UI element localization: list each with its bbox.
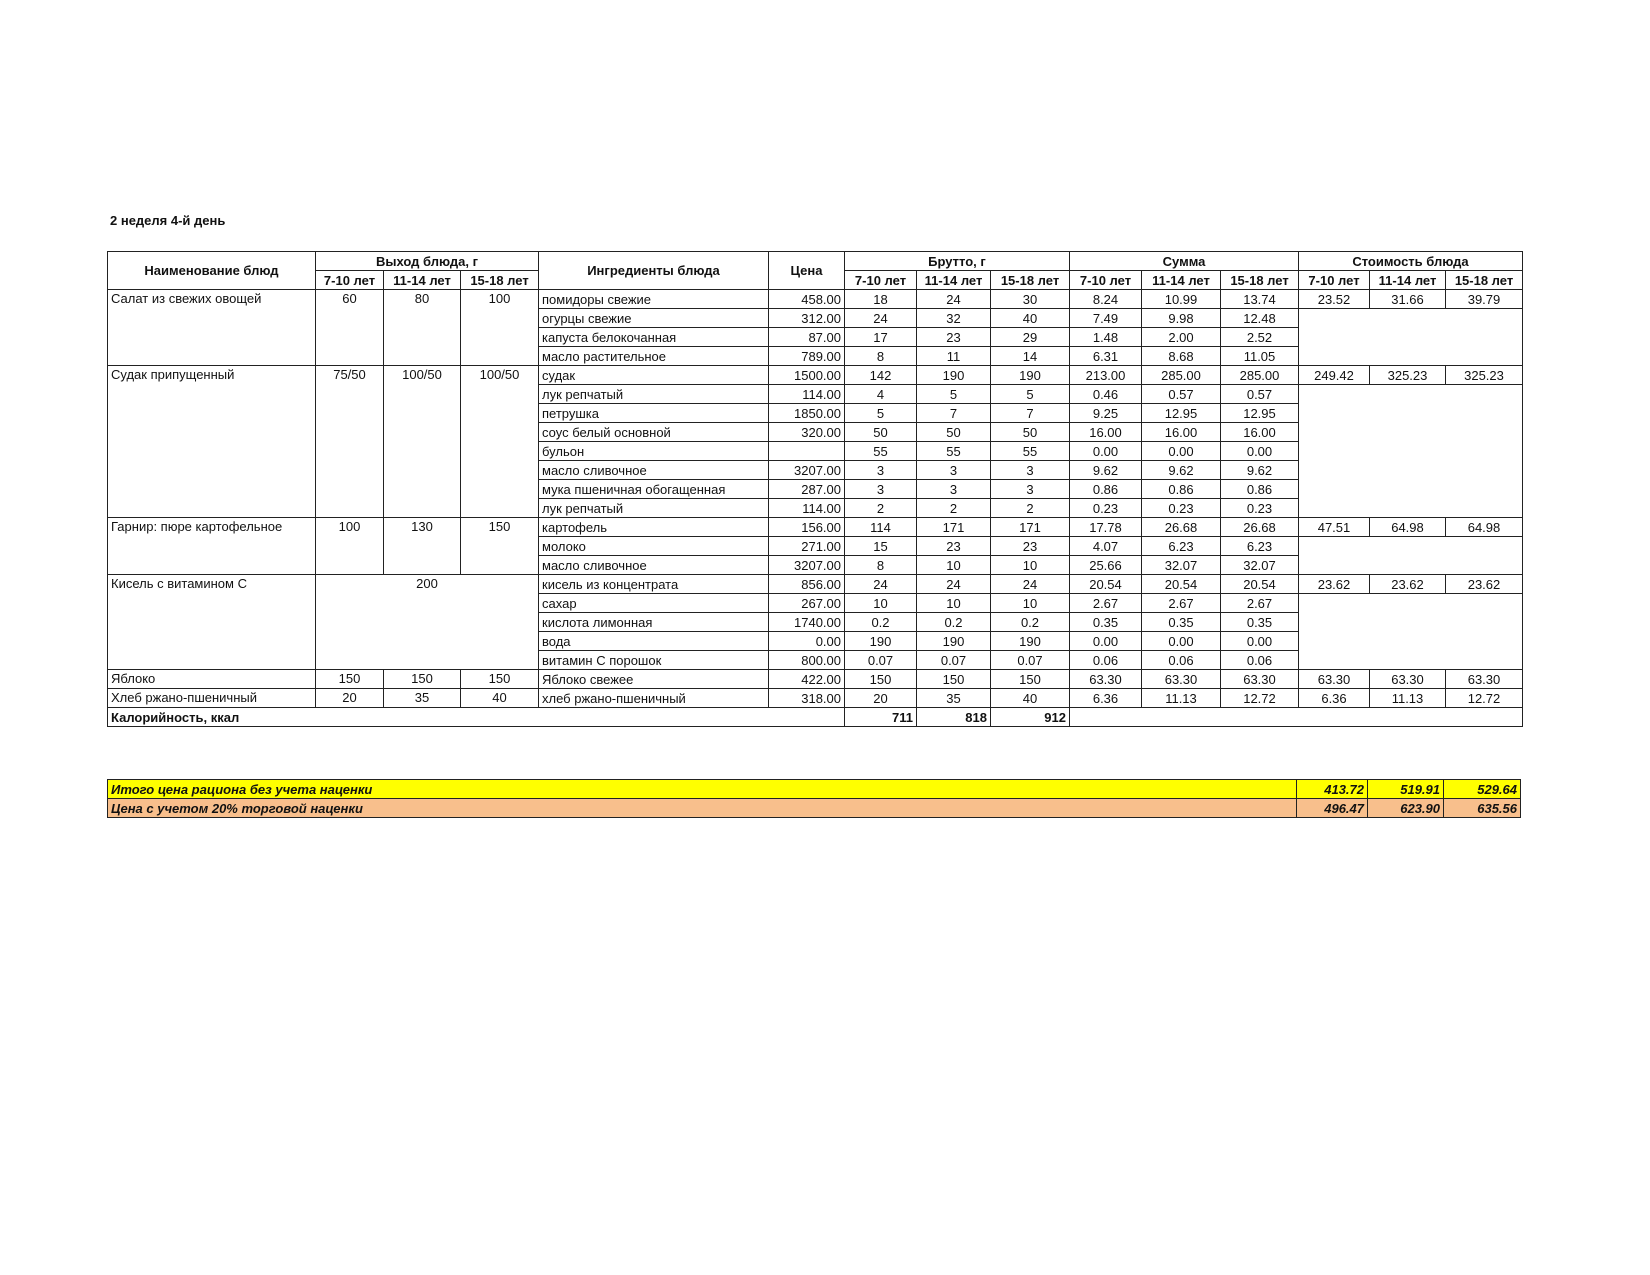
gross-weight: 190 bbox=[917, 632, 991, 651]
gross-weight: 11 bbox=[917, 347, 991, 366]
ingredient-price: 458.00 bbox=[769, 290, 845, 309]
ingredient-price: 318.00 bbox=[769, 689, 845, 708]
gross-weight: 23 bbox=[991, 537, 1070, 556]
ingredient-sum: 20.54 bbox=[1221, 575, 1299, 594]
ingredient-sum: 0.46 bbox=[1070, 385, 1142, 404]
ingredient-sum: 12.95 bbox=[1221, 404, 1299, 423]
dish-output: 150 bbox=[316, 670, 384, 689]
dish-name: Салат из свежих овощей bbox=[108, 290, 316, 366]
ingredient-sum: 2.52 bbox=[1221, 328, 1299, 347]
dish-name: Кисель с витамином С bbox=[108, 575, 316, 670]
ingredient-sum: 0.35 bbox=[1070, 613, 1142, 632]
ingredient-price: 1500.00 bbox=[769, 366, 845, 385]
ingredient-sum: 0.00 bbox=[1221, 632, 1299, 651]
ingredient-sum: 0.06 bbox=[1221, 651, 1299, 670]
table-row bbox=[108, 518, 1523, 537]
dish-output: 150 bbox=[461, 518, 539, 575]
gross-weight: 171 bbox=[991, 518, 1070, 537]
gross-weight: 23 bbox=[917, 537, 991, 556]
ingredient-sum: 0.86 bbox=[1070, 480, 1142, 499]
ingredient-sum: 20.54 bbox=[1070, 575, 1142, 594]
markup-label: Цена с учетом 20% торговой наценки bbox=[108, 799, 1297, 818]
ingredient-sum: 12.95 bbox=[1142, 404, 1221, 423]
gross-weight: 24 bbox=[917, 290, 991, 309]
gross-weight: 3 bbox=[845, 480, 917, 499]
ingredient-sum: 0.57 bbox=[1142, 385, 1221, 404]
ingredient-sum: 7.49 bbox=[1070, 309, 1142, 328]
dish-cost: 325.23 bbox=[1446, 366, 1523, 385]
dish-output: 60 bbox=[316, 290, 384, 366]
ingredient-name: масло растительное bbox=[539, 347, 769, 366]
ingredient-name: огурцы свежие bbox=[539, 309, 769, 328]
gross-weight: 18 bbox=[845, 290, 917, 309]
dish-cost: 11.13 bbox=[1370, 689, 1446, 708]
header-age: 7-10 лет bbox=[1299, 271, 1370, 290]
gross-weight: 24 bbox=[917, 575, 991, 594]
ingredient-name: кисель из концентрата bbox=[539, 575, 769, 594]
header-output: Выход блюда, г bbox=[316, 252, 539, 271]
dish-output: 35 bbox=[384, 689, 461, 708]
ingredient-sum: 63.30 bbox=[1221, 670, 1299, 689]
dish-name: Судак припущенный bbox=[108, 366, 316, 518]
dish-output: 200 bbox=[316, 575, 539, 670]
ingredient-sum: 0.06 bbox=[1070, 651, 1142, 670]
gross-weight: 190 bbox=[991, 366, 1070, 385]
ingredient-price: 267.00 bbox=[769, 594, 845, 613]
total-value: 413.72 bbox=[1297, 780, 1368, 799]
calories-empty bbox=[1070, 708, 1523, 727]
gross-weight: 10 bbox=[917, 556, 991, 575]
gross-weight: 114 bbox=[845, 518, 917, 537]
gross-weight: 5 bbox=[991, 385, 1070, 404]
gross-weight: 55 bbox=[991, 442, 1070, 461]
ingredient-name: Яблоко свежее bbox=[539, 670, 769, 689]
gross-weight: 150 bbox=[991, 670, 1070, 689]
totals-table bbox=[107, 779, 1521, 818]
ingredient-sum: 8.68 bbox=[1142, 347, 1221, 366]
dish-cost-empty bbox=[1299, 385, 1523, 518]
dish-cost: 12.72 bbox=[1446, 689, 1523, 708]
table-row bbox=[108, 575, 1523, 594]
dish-cost: 63.30 bbox=[1370, 670, 1446, 689]
ingredient-sum: 0.06 bbox=[1142, 651, 1221, 670]
ingredient-sum: 32.07 bbox=[1142, 556, 1221, 575]
dish-cost: 23.62 bbox=[1446, 575, 1523, 594]
dish-cost: 64.98 bbox=[1446, 518, 1523, 537]
gross-weight: 3 bbox=[845, 461, 917, 480]
calories-value: 912 bbox=[991, 708, 1070, 727]
gross-weight: 190 bbox=[917, 366, 991, 385]
gross-weight: 8 bbox=[845, 556, 917, 575]
gross-weight: 190 bbox=[991, 632, 1070, 651]
header-age: 11-14 лет bbox=[917, 271, 991, 290]
gross-weight: 29 bbox=[991, 328, 1070, 347]
ingredient-price: 1740.00 bbox=[769, 613, 845, 632]
gross-weight: 2 bbox=[991, 499, 1070, 518]
ingredient-sum: 9.62 bbox=[1221, 461, 1299, 480]
dish-cost: 47.51 bbox=[1299, 518, 1370, 537]
ingredient-sum: 0.86 bbox=[1142, 480, 1221, 499]
ingredient-name: сахар bbox=[539, 594, 769, 613]
ingredient-sum: 0.35 bbox=[1142, 613, 1221, 632]
ingredient-sum: 9.62 bbox=[1142, 461, 1221, 480]
dish-cost: 63.30 bbox=[1446, 670, 1523, 689]
ingredient-price: 312.00 bbox=[769, 309, 845, 328]
gross-weight: 50 bbox=[845, 423, 917, 442]
ingredient-name: помидоры свежие bbox=[539, 290, 769, 309]
gross-weight: 3 bbox=[917, 480, 991, 499]
gross-weight: 0.2 bbox=[845, 613, 917, 632]
ingredient-sum: 2.67 bbox=[1070, 594, 1142, 613]
calories-value: 711 bbox=[845, 708, 917, 727]
total-label: Итого цена рациона без учета наценки bbox=[108, 780, 1297, 799]
ingredient-sum: 13.74 bbox=[1221, 290, 1299, 309]
gross-weight: 35 bbox=[917, 689, 991, 708]
ingredient-price bbox=[769, 442, 845, 461]
dish-cost-empty bbox=[1299, 309, 1523, 366]
ingredient-sum: 6.36 bbox=[1070, 689, 1142, 708]
gross-weight: 142 bbox=[845, 366, 917, 385]
header-age: 11-14 лет bbox=[1370, 271, 1446, 290]
sheet-title: 2 неделя 4-й день bbox=[110, 213, 226, 228]
ingredient-sum: 0.86 bbox=[1221, 480, 1299, 499]
ingredient-sum: 213.00 bbox=[1070, 366, 1142, 385]
gross-weight: 3 bbox=[991, 461, 1070, 480]
dish-output: 100/50 bbox=[384, 366, 461, 518]
ingredient-sum: 9.25 bbox=[1070, 404, 1142, 423]
header-age: 11-14 лет bbox=[1142, 271, 1221, 290]
dish-cost: 39.79 bbox=[1446, 290, 1523, 309]
calories-row bbox=[108, 708, 1523, 727]
ingredient-sum: 0.00 bbox=[1070, 442, 1142, 461]
ingredient-name: мука пшеничная обогащенная bbox=[539, 480, 769, 499]
dish-name: Гарнир: пюре картофельное bbox=[108, 518, 316, 575]
markup-value: 496.47 bbox=[1297, 799, 1368, 818]
ingredient-sum: 32.07 bbox=[1221, 556, 1299, 575]
gross-weight: 10 bbox=[845, 594, 917, 613]
gross-weight: 10 bbox=[991, 556, 1070, 575]
table-row bbox=[108, 689, 1523, 708]
ingredient-name: судак bbox=[539, 366, 769, 385]
ingredient-sum: 8.24 bbox=[1070, 290, 1142, 309]
gross-weight: 55 bbox=[845, 442, 917, 461]
ingredient-sum: 0.57 bbox=[1221, 385, 1299, 404]
gross-weight: 10 bbox=[991, 594, 1070, 613]
ingredient-name: картофель bbox=[539, 518, 769, 537]
ingredient-sum: 1.48 bbox=[1070, 328, 1142, 347]
header-age: 11-14 лет bbox=[384, 271, 461, 290]
header-ingredients: Ингредиенты блюда bbox=[539, 252, 769, 290]
dish-cost-empty bbox=[1299, 537, 1523, 575]
ingredient-sum: 0.23 bbox=[1142, 499, 1221, 518]
gross-weight: 190 bbox=[845, 632, 917, 651]
gross-weight: 0.2 bbox=[991, 613, 1070, 632]
ingredient-sum: 63.30 bbox=[1070, 670, 1142, 689]
ingredient-price: 114.00 bbox=[769, 499, 845, 518]
gross-weight: 14 bbox=[991, 347, 1070, 366]
ingredient-name: капуста белокочанная bbox=[539, 328, 769, 347]
ingredient-sum: 0.00 bbox=[1221, 442, 1299, 461]
ingredient-sum: 16.00 bbox=[1142, 423, 1221, 442]
ingredient-name: лук репчатый bbox=[539, 385, 769, 404]
ingredient-name: молоко bbox=[539, 537, 769, 556]
menu-table bbox=[107, 251, 1523, 727]
ingredient-name: масло сливочное bbox=[539, 461, 769, 480]
markup-value: 635.56 bbox=[1444, 799, 1521, 818]
gross-weight: 24 bbox=[845, 309, 917, 328]
dish-cost: 31.66 bbox=[1370, 290, 1446, 309]
markup-row bbox=[108, 799, 1521, 818]
table-row bbox=[108, 670, 1523, 689]
ingredient-sum: 2.67 bbox=[1221, 594, 1299, 613]
gross-weight: 17 bbox=[845, 328, 917, 347]
ingredient-sum: 20.54 bbox=[1142, 575, 1221, 594]
ingredient-sum: 2.67 bbox=[1142, 594, 1221, 613]
ingredient-sum: 9.62 bbox=[1070, 461, 1142, 480]
gross-weight: 3 bbox=[917, 461, 991, 480]
ingredient-name: бульон bbox=[539, 442, 769, 461]
dish-cost: 6.36 bbox=[1299, 689, 1370, 708]
ingredient-price: 856.00 bbox=[769, 575, 845, 594]
ingredient-price: 789.00 bbox=[769, 347, 845, 366]
ingredient-sum: 16.00 bbox=[1221, 423, 1299, 442]
ingredient-sum: 17.78 bbox=[1070, 518, 1142, 537]
header-dish-name: Наименование блюд bbox=[108, 252, 316, 290]
gross-weight: 50 bbox=[917, 423, 991, 442]
ingredient-name: петрушка bbox=[539, 404, 769, 423]
ingredient-price: 3207.00 bbox=[769, 556, 845, 575]
table-row bbox=[108, 366, 1523, 385]
dish-output: 130 bbox=[384, 518, 461, 575]
ingredient-sum: 16.00 bbox=[1070, 423, 1142, 442]
gross-weight: 50 bbox=[991, 423, 1070, 442]
ingredient-price: 1850.00 bbox=[769, 404, 845, 423]
ingredient-sum: 2.00 bbox=[1142, 328, 1221, 347]
ingredient-price: 287.00 bbox=[769, 480, 845, 499]
ingredient-sum: 285.00 bbox=[1221, 366, 1299, 385]
ingredient-sum: 0.23 bbox=[1070, 499, 1142, 518]
dish-output: 100 bbox=[461, 290, 539, 366]
ingredient-sum: 0.00 bbox=[1142, 442, 1221, 461]
gross-weight: 7 bbox=[991, 404, 1070, 423]
total-value: 529.64 bbox=[1444, 780, 1521, 799]
gross-weight: 15 bbox=[845, 537, 917, 556]
ingredient-sum: 26.68 bbox=[1142, 518, 1221, 537]
ingredient-sum: 6.23 bbox=[1142, 537, 1221, 556]
header-age: 7-10 лет bbox=[1070, 271, 1142, 290]
ingredient-sum: 6.31 bbox=[1070, 347, 1142, 366]
ingredient-sum: 10.99 bbox=[1142, 290, 1221, 309]
markup-value: 623.90 bbox=[1368, 799, 1444, 818]
ingredient-sum: 11.05 bbox=[1221, 347, 1299, 366]
gross-weight: 0.2 bbox=[917, 613, 991, 632]
header-age: 15-18 лет bbox=[461, 271, 539, 290]
dish-cost: 23.52 bbox=[1299, 290, 1370, 309]
header-age: 15-18 лет bbox=[1446, 271, 1523, 290]
ingredient-sum: 0.35 bbox=[1221, 613, 1299, 632]
gross-weight: 7 bbox=[917, 404, 991, 423]
gross-weight: 40 bbox=[991, 689, 1070, 708]
ingredient-price: 87.00 bbox=[769, 328, 845, 347]
gross-weight: 150 bbox=[917, 670, 991, 689]
ingredient-sum: 9.98 bbox=[1142, 309, 1221, 328]
ingredient-name: соус белый основной bbox=[539, 423, 769, 442]
header-row-1 bbox=[108, 252, 1523, 271]
ingredient-sum: 6.23 bbox=[1221, 537, 1299, 556]
gross-weight: 2 bbox=[845, 499, 917, 518]
header-price: Цена bbox=[769, 252, 845, 290]
gross-weight: 55 bbox=[917, 442, 991, 461]
gross-weight: 171 bbox=[917, 518, 991, 537]
header-sum: Сумма bbox=[1070, 252, 1299, 271]
gross-weight: 0.07 bbox=[917, 651, 991, 670]
gross-weight: 30 bbox=[991, 290, 1070, 309]
ingredient-name: вода bbox=[539, 632, 769, 651]
gross-weight: 5 bbox=[845, 404, 917, 423]
gross-weight: 0.07 bbox=[991, 651, 1070, 670]
header-age: 7-10 лет bbox=[316, 271, 384, 290]
ingredient-price: 0.00 bbox=[769, 632, 845, 651]
menu-body bbox=[108, 290, 1523, 727]
ingredient-sum: 4.07 bbox=[1070, 537, 1142, 556]
dish-cost: 249.42 bbox=[1299, 366, 1370, 385]
dish-cost: 63.30 bbox=[1299, 670, 1370, 689]
ingredient-name: лук репчатый bbox=[539, 499, 769, 518]
ingredient-sum: 0.23 bbox=[1221, 499, 1299, 518]
ingredient-price: 422.00 bbox=[769, 670, 845, 689]
calories-label: Калорийность, ккал bbox=[108, 708, 845, 727]
gross-weight: 5 bbox=[917, 385, 991, 404]
ingredient-sum: 12.48 bbox=[1221, 309, 1299, 328]
gross-weight: 40 bbox=[991, 309, 1070, 328]
dish-output: 100/50 bbox=[461, 366, 539, 518]
header-age: 15-18 лет bbox=[1221, 271, 1299, 290]
gross-weight: 20 bbox=[845, 689, 917, 708]
dish-output: 75/50 bbox=[316, 366, 384, 518]
dish-output: 40 bbox=[461, 689, 539, 708]
ingredient-name: масло сливочное bbox=[539, 556, 769, 575]
dish-output: 150 bbox=[384, 670, 461, 689]
table-row bbox=[108, 290, 1523, 309]
ingredient-price: 320.00 bbox=[769, 423, 845, 442]
dish-output: 100 bbox=[316, 518, 384, 575]
gross-weight: 0.07 bbox=[845, 651, 917, 670]
ingredient-price: 114.00 bbox=[769, 385, 845, 404]
ingredient-sum: 25.66 bbox=[1070, 556, 1142, 575]
ingredient-sum: 0.00 bbox=[1142, 632, 1221, 651]
header-gross: Брутто, г bbox=[845, 252, 1070, 271]
ingredient-sum: 63.30 bbox=[1142, 670, 1221, 689]
dish-name: Яблоко bbox=[108, 670, 316, 689]
dish-output: 20 bbox=[316, 689, 384, 708]
ingredient-sum: 26.68 bbox=[1221, 518, 1299, 537]
header-age: 15-18 лет bbox=[991, 271, 1070, 290]
gross-weight: 24 bbox=[991, 575, 1070, 594]
total-value: 519.91 bbox=[1368, 780, 1444, 799]
ingredient-sum: 0.00 bbox=[1070, 632, 1142, 651]
ingredient-sum: 11.13 bbox=[1142, 689, 1221, 708]
dish-name: Хлеб ржано-пшеничный bbox=[108, 689, 316, 708]
dish-cost: 23.62 bbox=[1370, 575, 1446, 594]
ingredient-name: витамин С порошок bbox=[539, 651, 769, 670]
gross-weight: 4 bbox=[845, 385, 917, 404]
ingredient-sum: 12.72 bbox=[1221, 689, 1299, 708]
dish-cost-empty bbox=[1299, 594, 1523, 670]
gross-weight: 32 bbox=[917, 309, 991, 328]
ingredient-price: 271.00 bbox=[769, 537, 845, 556]
gross-weight: 3 bbox=[991, 480, 1070, 499]
gross-weight: 24 bbox=[845, 575, 917, 594]
ingredient-name: кислота лимонная bbox=[539, 613, 769, 632]
ingredient-sum: 285.00 bbox=[1142, 366, 1221, 385]
gross-weight: 10 bbox=[917, 594, 991, 613]
ingredient-price: 3207.00 bbox=[769, 461, 845, 480]
dish-output: 150 bbox=[461, 670, 539, 689]
gross-weight: 2 bbox=[917, 499, 991, 518]
dish-cost: 23.62 bbox=[1299, 575, 1370, 594]
dish-cost: 325.23 bbox=[1370, 366, 1446, 385]
header-cost: Стоимость блюда bbox=[1299, 252, 1523, 271]
header-age: 7-10 лет bbox=[845, 271, 917, 290]
gross-weight: 150 bbox=[845, 670, 917, 689]
ingredient-price: 800.00 bbox=[769, 651, 845, 670]
ingredient-price: 156.00 bbox=[769, 518, 845, 537]
gross-weight: 8 bbox=[845, 347, 917, 366]
dish-cost: 64.98 bbox=[1370, 518, 1446, 537]
calories-value: 818 bbox=[917, 708, 991, 727]
gross-weight: 23 bbox=[917, 328, 991, 347]
dish-output: 80 bbox=[384, 290, 461, 366]
ingredient-name: хлеб ржано-пшеничный bbox=[539, 689, 769, 708]
total-row bbox=[108, 780, 1521, 799]
